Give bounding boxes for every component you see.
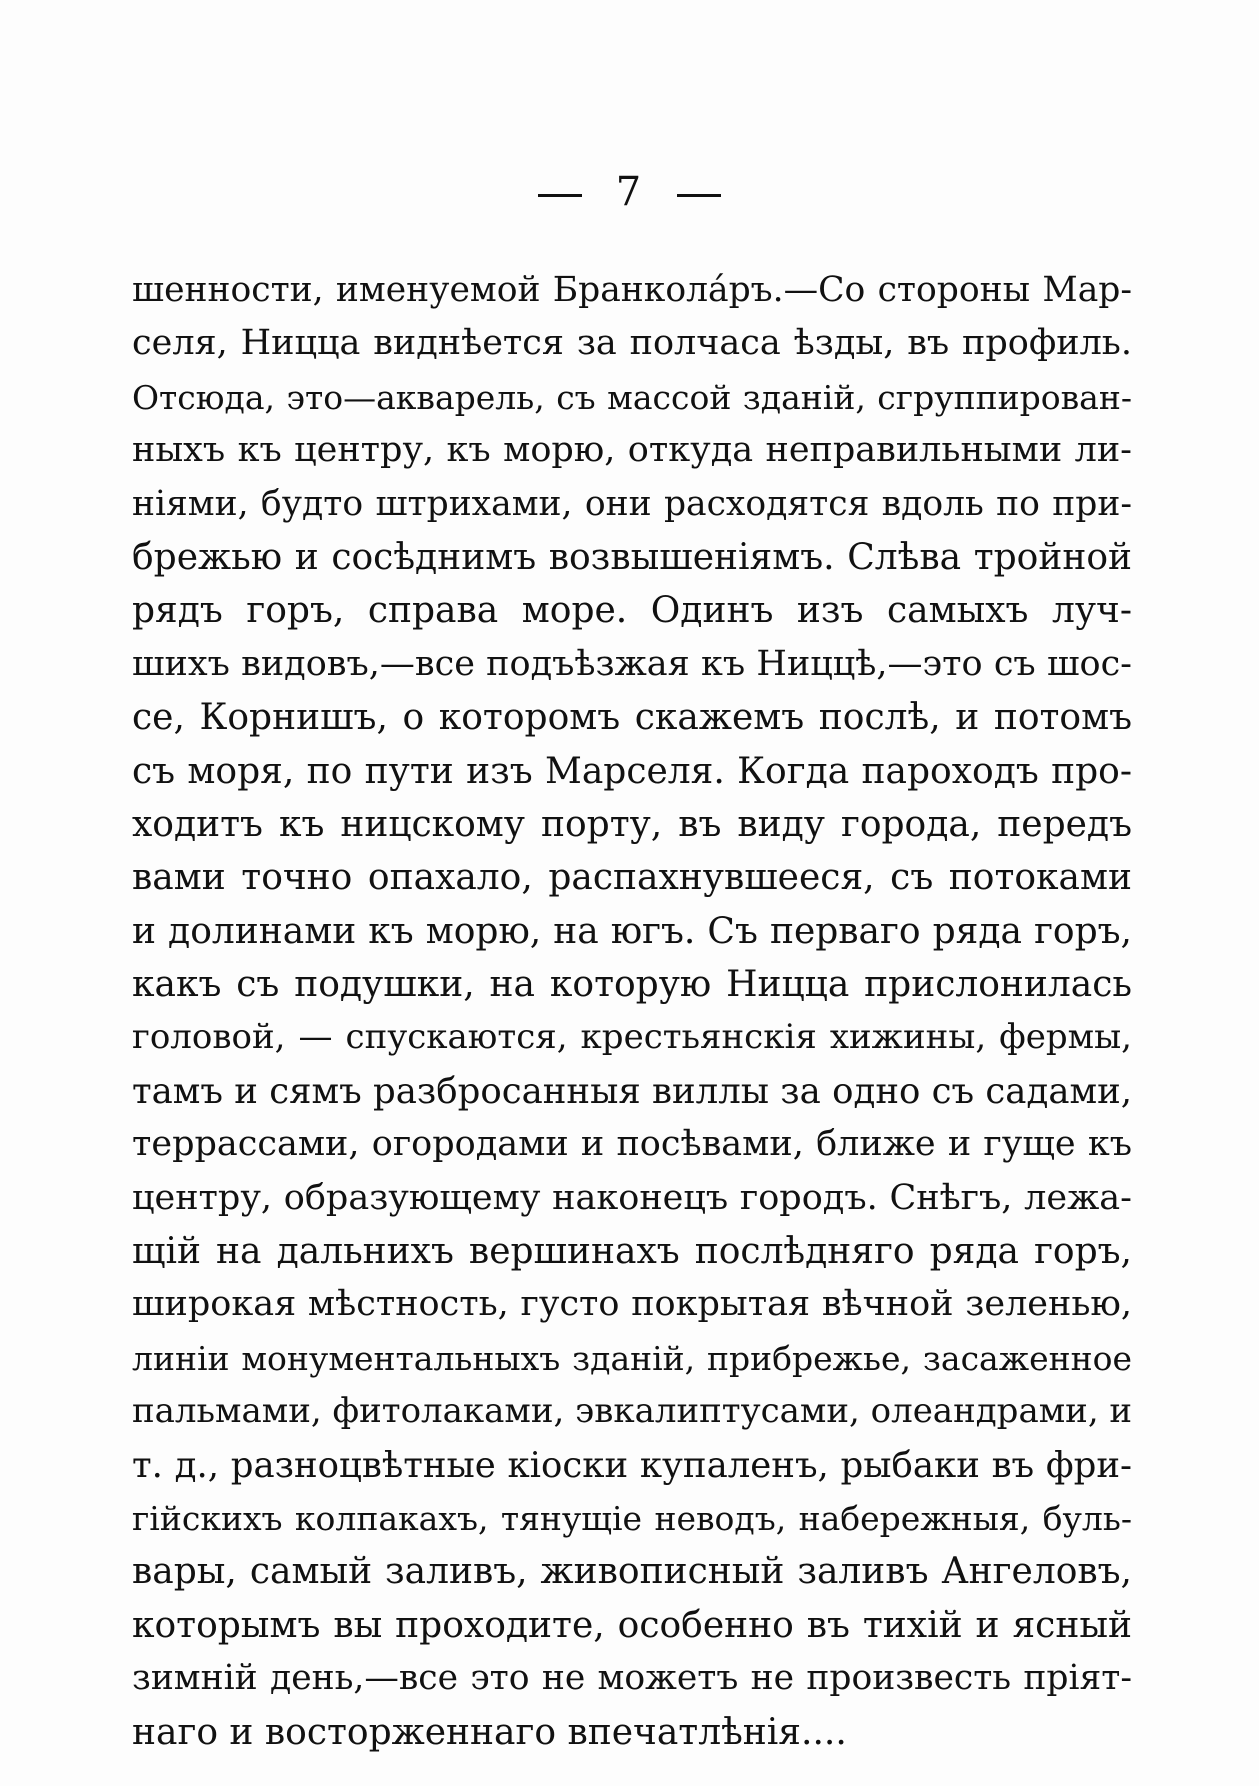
- text-line: шенности, именуемой Бранколáръ.—Со стороны Мар-: [132, 270, 1132, 310]
- text-line: которымъ вы проходите, особенно въ тихій и ясный: [132, 1604, 1132, 1646]
- text-line: зимній день,—все это не можетъ не произвесть пріят-: [132, 1658, 1132, 1699]
- text-line: головой, — спускаются, крестьянскія хижины, фермы,: [132, 1017, 1132, 1058]
- text-line: широкая мѣстность, густо покрытая вѣчной зеленью,: [132, 1284, 1132, 1325]
- text-line: тамъ и сямъ разбросанныя виллы за одно съ садами,: [132, 1070, 1132, 1112]
- text-line: и долинами къ морю, на югъ. Съ перваго ряда горъ,: [132, 910, 1132, 952]
- text-line: вары, самый заливъ, живописный заливъ Ангеловъ,: [132, 1551, 1132, 1593]
- text-line: щій на дальнихъ вершинахъ послѣдняго ряда горъ,: [132, 1231, 1132, 1273]
- text-line: рядъ горъ, справа море. Одинъ изъ самыхъ луч-: [132, 590, 1132, 632]
- text-line: вами точно опахало, распахнувшееся, съ потоками: [132, 857, 1132, 899]
- body-text: [132, 264, 1132, 1759]
- header-dash-right: [677, 194, 721, 197]
- text-line-last: наго и восторженнаго впечатлѣнія....: [132, 1711, 847, 1753]
- page-header: [0, 168, 1259, 216]
- text-line: селя, Ницца виднѣется за полчаса ѣзды, въ профиль.: [132, 323, 1132, 364]
- text-line: ходитъ къ ницскому порту, въ виду города, передъ: [132, 803, 1132, 845]
- text-line: шихъ видовъ,—все подъѣзжая къ Ниццѣ,—это съ шос-: [132, 643, 1132, 684]
- text-line: террассами, огородами и посѣвами, ближе и гуще къ: [132, 1124, 1132, 1165]
- page-number: 7: [615, 169, 644, 215]
- text-line: гійскихъ колпакахъ, тянущіе неводъ, набережныя, буль-: [132, 1498, 1132, 1538]
- text-line: брежью и сосѣднимъ возвышеніямъ. Слѣва тройной: [132, 536, 1132, 578]
- text-line: линіи монументальныхъ зданій, прибрежье, засаженное: [132, 1338, 1132, 1378]
- text-line: ніями, будто штрихами, они расходятся вдоль по при-: [132, 483, 1132, 524]
- text-line: ныхъ къ центру, къ морю, откуда неправильными ли-: [132, 430, 1132, 471]
- header-dash-left: [538, 194, 582, 197]
- text-line: се, Корнишъ, о которомъ скажемъ послѣ, и потомъ: [132, 697, 1132, 739]
- text-line: пальмами, фитолаками, эвкалиптусами, олеандрами, и: [132, 1391, 1132, 1432]
- text-line: съ моря, по пути изъ Марселя. Когда пароходъ про-: [132, 750, 1132, 792]
- text-line: центру, образующему наконецъ городъ. Снѣгъ, лежа-: [132, 1177, 1132, 1218]
- text-line: какъ съ подушки, на которую Ницца прислонилась: [132, 964, 1132, 1006]
- text-line: т. д., разноцвѣтные кіоски купаленъ, рыбаки въ фри-: [132, 1444, 1132, 1486]
- text-line: Отсюда, это—акварель, съ массой зданій, сгруппирован-: [132, 377, 1132, 417]
